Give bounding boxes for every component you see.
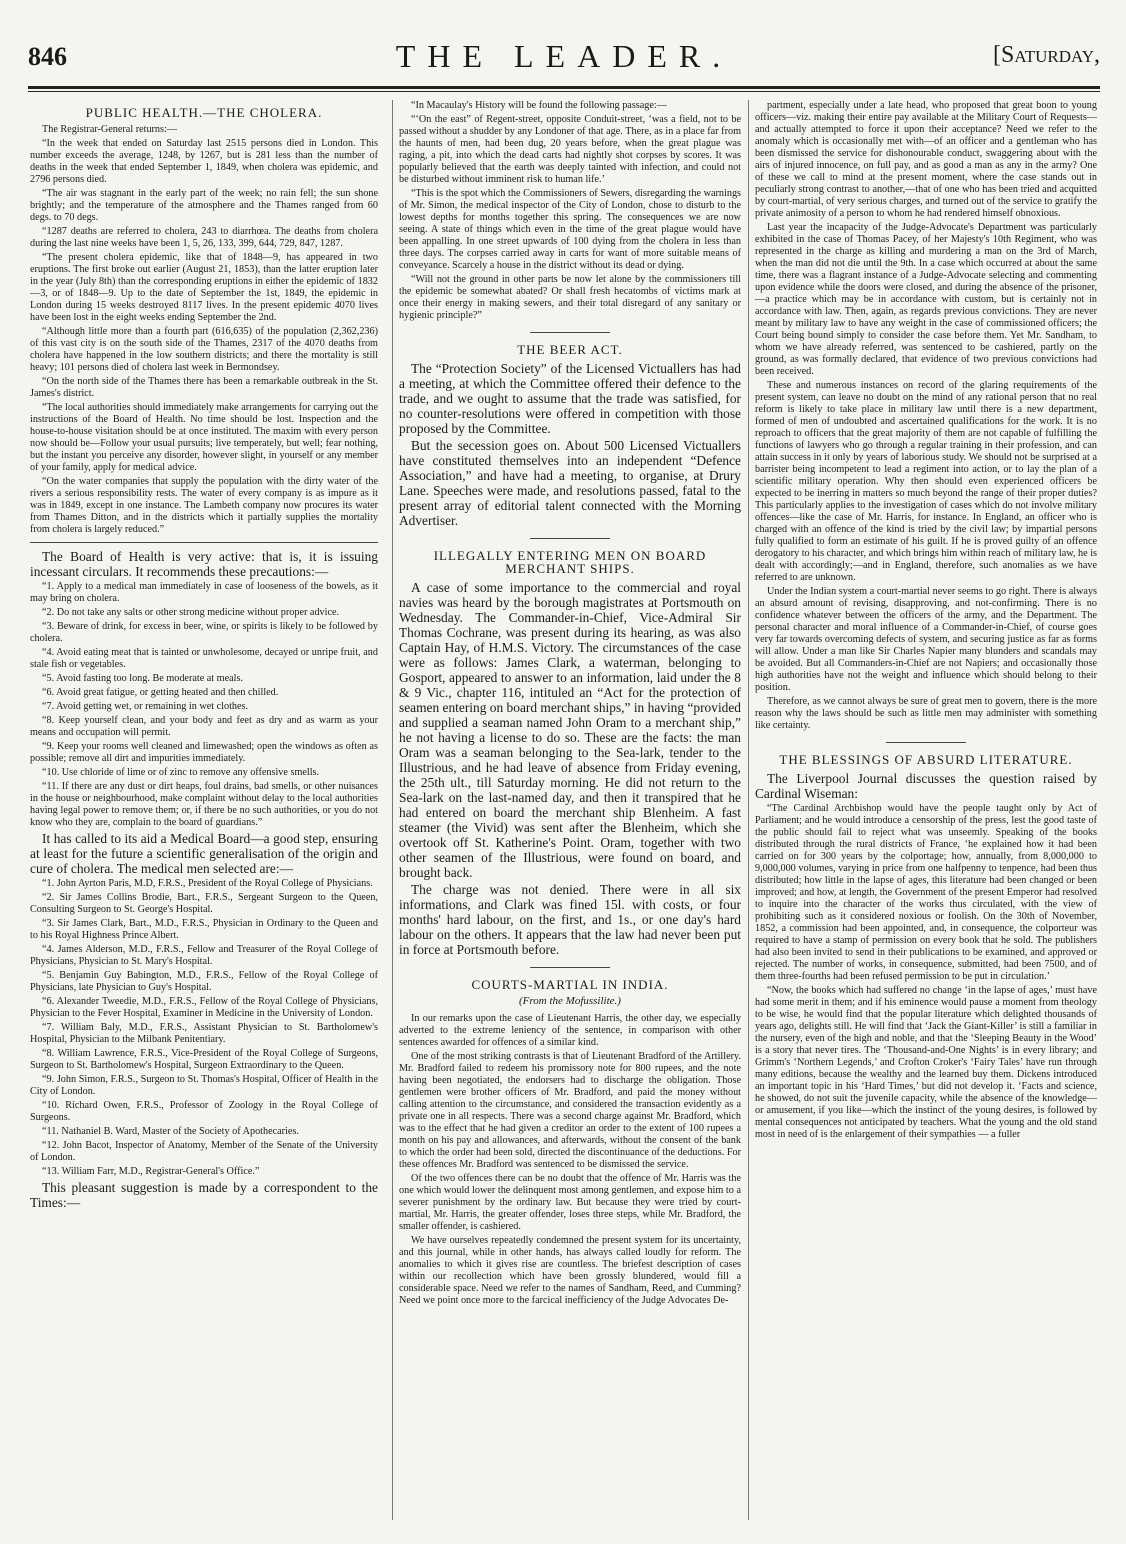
- paragraph: “11. If there are any dust or dirt heaps, foul drains, bad smells, or other nuisances in the house or neighbourhood, make complaint without delay to the local authorities having legal power to remove them; or, if there be no such authorities, or you do not know who they are, complain to the board of guardians.”: [30, 780, 378, 828]
- paragraph: “The Cardinal Archbishop would have the people taught only by Act of Parliament; and he would introduce a censorship of the press, lest the good taste of the public should fail to reject what was unseemly. Speaking of the books distributed through the rural districts of France, ‘he explained how it had been carried on for 300 years by the colportage; how, annually, from 8,000,000 to 9,000,000 volumes, varying in price from one halfpenny to tenpence, had been thus distributed; how little in the lapse of ages, this literature had been changed or been improved; and how, at length, the Government of the present Emperor had resolved to inquire into the character of the works thus circulated, with the view of prohibiting such as it considered noxious or foolish. On the 30th of November, 1852, a commission had been appointed, and, in consequence, the colporteur was required to have a stamp of permission on every book that he sold. The publishers had also been invited to send in their publications to be examined, and approved or rejected. The number of works, in consequence, submitted, had been 7500, and of them three-fourths had been refused permission to be put in circulation.’: [755, 802, 1097, 982]
- courts-paras: [399, 1013, 741, 1307]
- column-1: [30, 100, 378, 1520]
- paragraph: Of the two offences there can be no doubt that the offence of Mr. Harris was the one which would lower the delinquent most among gentlemen, and expose him to a severer punishment by the ordinary law. But because they were tried by court-martial, Mr. Harris, the greater offender, loses three steps, while Mr. Bradford, the smaller offender, is cashiered.: [399, 1172, 741, 1232]
- paragraph: “10. Richard Owen, F.R.S., Professor of Zoology in the Royal College of Surgeons.: [30, 1099, 378, 1123]
- paragraph: “Will not the ground in other parts be now let alone by the commissioners till the epidemic be somewhat abated? Or shall fresh hecatombs of victims mark at once their energy in making sewers, and their total disregard of any sanitary or hygienic principle?”: [399, 274, 741, 321]
- paragraph: The charge was not denied. There were in all six informations, and Clark was fined 15l. with costs, or four months' hard labour, on the first, and 1s., or one day's hard labour on the others. It appears that the law had never been put in force at Portsmouth before.: [399, 881, 741, 957]
- paragraph: “5. Avoid fasting too long. Be moderate at meals.: [42, 672, 243, 684]
- literature-intro: The Liverpool Journal discusses the question raised by Cardinal Wiseman:: [755, 770, 1097, 801]
- paragraph: Last year the incapacity of the Judge-Advocate's Department was particularly exhibited in the case of Thomas Pacey, of her Majesty's 10th Regiment, who was represented in the charge as killing and murdering a man on the 3rd of March, when the man did not die until the 9th. In a case which occurred at about the same time, there was a flagrant instance of a Judge-Advocate selecting and commenting upon evidence while the doors were closed, and during the absence of the prisoner,—a practice which may be in accordance with custom, but is certainly not in accordance with law. Then, again, as regards previous convictions. They are never meant by military law to have any weight in the case of commissioned officers; the Court being bound simply to consider the case before them. Yet Mr. Sandham, to whom we have already referred, was sentenced to be cashiered, partly on the ground, as was formally declared, that evidence of two previous convictions had been received.: [755, 222, 1097, 377]
- literature-paras: [755, 803, 1097, 1141]
- section-divider: [530, 967, 610, 968]
- paragraph: “6. Avoid great fatigue, or getting heated and then chilled.: [42, 686, 279, 698]
- paragraph: partment, especially under a late head, who proposed that great boon to young officers—viz. making their entire pay available at the Military Court of Requests—and actually attempted to force it upon their acceptance? Need we refer to the anomaly which is occasionally met with—of an officer and a gentleman who has been dismissed the service for dishonourable conduct, swaggering about with the airs of injured innocence, on full pay, and as good a man as any in the army? One of these we call to mind at the present moment, where the case stands out in peculiarly strong contrast to another,—that of one who has been tried and acquitted by court-martial, of very serious charges, and turned out of the service to gratify the private animosity of a person to whom he had rendered himself obnoxious.: [755, 100, 1097, 219]
- board-intro: The Board of Health is very active: that is, it is issuing incessant circulars. It recommends these precautions:—: [30, 548, 378, 579]
- newspaper-title: THE LEADER.: [395, 38, 733, 74]
- literature-heading: THE BLESSINGS OF ABSURD LITERATURE.: [779, 752, 1073, 767]
- paragraph: “1. Apply to a medical man immediately in case of looseness of the bowels, as it may bring on cholera.: [30, 580, 378, 604]
- cholera-heading: PUBLIC HEALTH.—THE CHOLERA.: [85, 105, 323, 120]
- paragraph: “3. Beware of drink, for excess in beer, wine, or spirits is likely to be followed by cholera.: [30, 620, 378, 644]
- paragraph: “13. William Farr, M.D., Registrar-General's Office.”: [42, 1165, 260, 1177]
- paragraph: “3. Sir James Clark, Bart., M.D., F.R.S., Physician in Ordinary to the Queen and to his Royal Highness Prince Albert.: [30, 917, 378, 941]
- paragraph: “On the north side of the Thames there has been a remarkable outbreak in the St. James's district.: [30, 375, 378, 399]
- paragraph: “On the water companies that supply the population with the dirty water of the rivers a serious responsibility rests. The water of every company is as impure as it was in 1849, except in one instance. The Lambeth company now procures its water from Thames Ditton, and in the districts which it partially supplies the mortality from cholera is largely reduced.”: [30, 475, 378, 535]
- closing-para: This pleasant suggestion is made by a correspondent to the Times:—: [30, 1179, 378, 1210]
- header-rule-thin: [28, 91, 1100, 92]
- paragraph: One of the most striking contrasts is that of Lieutenant Bradford of the Artillery. Mr. Bradford failed to redeem his promissory note for 800 rupees, and the note having been negotiated, the endorsers had to discharge the obligation. Those gentlemen were brother officers of Mr. Bradford, and paid the money without calling attention to the circumstance, and considered the transaction evidently as a private one in all respects. There was a second charge against Mr. Bradford, which was to the effect that he had given a creditor an order to the extent of 100 rupees a month on his pay and allowances, and afterwards, without the consent of the bank to which the order had been sold, directed the discontinuance of the deductions. For these offences Mr. Bradford was sentenced to be dismissed the service.: [399, 1050, 741, 1170]
- paragraph: “9. Keep your rooms well cleaned and limewashed; open the windows as often as possible; remove all dirt and impurities immediately.: [30, 740, 378, 764]
- section-divider: [530, 332, 610, 333]
- paragraph: The Registrar-General returns:—: [42, 123, 178, 135]
- paragraph: Therefore, as we cannot always be sure of great men to govern, there is the more reason why the laws should be such as little men may administer with something like certainty.: [755, 696, 1097, 731]
- paragraph: But the secession goes on. About 500 Licensed Victuallers have constituted themselves into an independent “Defence Association,” and have had a meeting, to organise, at Drury Lane. Speeches were made, and resolutions passed, fatal to the present array of editorial talent connected with the Morning Advertiser.: [399, 437, 741, 528]
- header-rule: [28, 86, 1100, 89]
- section-divider: [30, 542, 378, 543]
- masthead: [28, 36, 1100, 76]
- paragraph: The “Protection Society” of the Licensed Victuallers has had a meeting, at which the Committee offered their defence to the trade, and we ought to assume that the trade was satisfied, for no counter-resolutions were offered in competition with those proposed by the Committee.: [399, 360, 741, 436]
- ships-paras: [399, 580, 741, 957]
- board-para: It has called to its aid a Medical Board—a good step, ensuring at least for the future a scientific generalisation of the origin and cure of cholera. The medical men selected are:—: [30, 830, 378, 876]
- paragraph: These and numerous instances on record of the glaring requirements of the present system, can leave no doubt on the mind of any rational person that no real reform is likely to take place in military law until there is a new department, formed of men of undoubted and ascertained qualifications for the work. It is no reproach to officers that the great majority of them are not capable of fulfilling the functions of lawyers who go through a regular training in their profession, and can attain success in it only by years of laborious study. We should not be surprised at a barrister being incompetent to lead a regiment into action, or to lay the plan of a scientific military operation. Why then should even experienced officers be expected to be inerring in matters so much beyond the range of their proper duties? This particularly applies to the investigation of cases which do not involve military offences—like the case of Mr. Harris, for instance. In England, an officer who is charged with an offence of the kind is tried by the civil law; by impartial persons fully qualified to form an estimate of his guilt. If he is proved guilty of an offence derogatory to his character, and which brings him within reach of military law, he is dealt with accordingly;—and in England, therefore, such anomalies as we have referred to are unknown.: [755, 380, 1097, 583]
- paragraph: “9. John Simon, F.R.S., Surgeon to St. Thomas's Hospital, Officer of Health in the City of London.: [30, 1073, 378, 1097]
- beer-act-paras: [399, 361, 741, 528]
- beer-act-heading: THE BEER ACT.: [517, 342, 623, 357]
- paragraph: “Although little more than a fourth part (616,635) of the population (2,362,236) of this vast city is on the south side of the Thames, 2317 of the 4070 deaths from cholera have happened in the low southern districts; and there the mortality is still heavy; 101 persons died of cholera last week in Bermondsey.: [30, 325, 378, 373]
- paragraph: “In Macaulay's History will be found the following passage:—: [411, 100, 667, 111]
- courts-continued: [755, 100, 1097, 732]
- times-letter: [399, 100, 741, 322]
- section-divider: [886, 742, 966, 743]
- paragraph: “In the week that ended on Saturday last 2515 persons died in London. This number exceeds the average, 1248, by 1267, but is 281 less than the number of deaths in the week that ended September 1, 1849, when cholera was epidemic, and 2796 persons died.: [30, 137, 378, 185]
- courts-subheading: (From the Mofussilite.): [519, 995, 621, 1007]
- paragraph: Under the Indian system a court-martial never seems to go right. There is always an absurd amount of revising, disapproving, and not-confirming. There is no confidence whatever between the officers of the army, and the Department. The personal character and moral influence of a Commander-in-Chief, of course goes very far towards overcoming defects of system, and securing justice as far as forms will allow. Under a man like Sir Charles Napier many blunders and scandals may be avoided. But all Commanders-in-Chief are not Napiers; and occasionally those high authorities have not the weight and influence which should belong to their position.: [755, 586, 1097, 693]
- paragraph: “7. Avoid getting wet, or remaining in wet clothes.: [42, 700, 249, 712]
- cholera-paras: [30, 124, 378, 536]
- paragraph: A case of some importance to the commercial and royal navies was heard by the borough magistrates at Portsmouth on Wednesday. The Commander-in-Chief, Vice-Admiral Sir Thomas Cochrane, was present during its hearing, as was also Captain Hay, of H.M.S. Victory. The circumstances of the case were as follows: James Clark, a waterman, belonging to Gosport, appeared to answer to an information, laid under the 8 & 9 Vic., chapter 116, intituled an “Act for the protection of seamen entering on board merchant ships,” in having “provided and supplied a seaman named John Oram to a merchant ship,” he not having a license to do so. These are the facts: the man Oram was a seaman belonging to the Sea-lark, tender to the Illustrious, and he had leave of absence from Friday evening, the 25th ult., till Saturday morning. He did not return to the Sea-lark on the last-named day, and then it transpired that he had entered on board the merchant ship Blenheim. A fast steamer (the Vivid) was sent after the Blenheim, which she overtook off St. Katherine's Point. Oram, together with two other seamen of the Illustrious, were found on board, and brought back.: [399, 579, 741, 880]
- paragraph: “6. Alexander Tweedie, M.D., F.R.S., Fellow of the Royal College of Physicians, Physician to the Fever Hospital, Examiner in Medicine in the University of London.: [30, 995, 378, 1019]
- paragraph: “‘On the east” of Regent-street, opposite Conduit-street, ‘was a field, not to be passed without a shudder by any Londoner of that age. There, as in a place far from the haunts of men, had been dug, 20 years before, when the great plague was raging, a pit, into which the dead carts had nightly shot corpses by scores. It was popularly believed that the earth was deeply tainted with infection, and could not be disturbed without imminent risk to human life.’: [399, 114, 741, 185]
- paragraph: “5. Benjamin Guy Babington, M.D., F.R.S., Fellow of the Royal College of Physicians, late Physician to Guy's Hospital.: [30, 969, 378, 993]
- paragraph: “1287 deaths are referred to cholera, 243 to diarrhœa. The deaths from cholera during the last nine weeks have been 1, 5, 26, 133, 399, 644, 729, 847, 1287.: [30, 225, 378, 249]
- paragraph: “4. Avoid eating meat that is tainted or unwholesome, decayed or unripe fruit, and stale fish or vegetables.: [30, 646, 378, 670]
- courts-heading: COURTS-MARTIAL IN INDIA.: [471, 976, 669, 992]
- paragraph: “12. John Bacot, Inspector of Anatomy, Member of the Senate of the University of London.: [30, 1139, 378, 1163]
- paragraph: “2. Do not take any salts or other strong medicine without proper advice.: [42, 606, 340, 618]
- page-number: 846: [28, 42, 67, 71]
- paragraph: “8. William Lawrence, F.R.S., Vice-President of the Royal College of Surgeons, Surgeon to St. Bartholomew's Hospital, Surgeon Extraordinary to the Queen.: [30, 1047, 378, 1071]
- paragraph: “Now, the books which had suffered no change ‘in the lapse of ages,’ must have had some merit in them; and if his eminence would pause a moment from theology to be wise, he would find that the popular literature which delighted thousands of years ago, delights still. He will find that ‘Jack the Giant-Killer’ is still a familiar in the nursery, even of the high and noble, and that the ‘Sleeping Beauty in the Wood’ is a story that never tires. The ‘Thousand-and-One Nights’ is in every library; and Grimm's ‘Northern Legends,’ and Crofton Croker's ‘Fairy Tales’ have run through many editions, because the wealthy and the learned buy them. Dickens introduced an important topic in his ‘Hard Times,’ but did not develop it. ‘Facts and science, he showed, do not suit the juvenile capacity, while the absence of the knowledge—or amusement, if you like—which the instinct of the young desires, is followed by mental consequences not anticipated by teachers. What the young and the old stand most in need of is the enlargement of their sympathies — a fuller: [755, 984, 1097, 1140]
- paragraph: In our remarks upon the case of Lieutenant Harris, the other day, we especially adverted to the extreme leniency of the sentence, in comparison with other sentences awarded for offences of a similar kind.: [399, 1012, 741, 1048]
- paragraph: “The local authorities should immediately make arrangements for carrying out the instructions of the Board of Health. No time should be lost. Inspection and the house-to-house visitation should be at once instituted. The maxim with every person now should be—Follow your usual pursuits; live temperately, but well; fear nothing, but the instant you perceive any disorder, however slight, in yourself or any member of your family, apply for medical advice.: [30, 401, 378, 473]
- paragraph: “This is the spot which the Commissioners of Sewers, disregarding the warnings of Mr. Simon, the medical inspector of the City of London, chose to disturb to the lowest depths for months together this spring. The consequences we are now seeing. A state of things which even in the time of the great plague would have been appalling. In one street upwards of 100 dying from the cholera in less than three days. The corpses carried away in carts for want of more suitable means of conveyance. Scarcely a house in the district without its dead or dying.: [399, 188, 741, 271]
- members-list: [30, 878, 378, 1178]
- paragraph: We have ourselves repeatedly condemned the present system for its uncertainty, and this journal, while in other hands, has always called loudly for reform. The anomalies to which it gives rise are countless. The briefest description of cases within our recollection which have been grossly blundered, would fill a considerable space. Need we refer to the names of Sandham, Reed, and Cumming? Need we point once more to the farcical inefficiency of the Judge Advocates De-: [399, 1234, 741, 1306]
- section-divider: [530, 538, 610, 539]
- ships-heading: ILLEGALLY ENTERING MEN ON BOARD MERCHANT SHIPS.: [433, 547, 707, 576]
- column-2: [392, 100, 741, 1520]
- paragraph: “1. John Ayrton Paris, M.D, F.R.S., President of the Royal College of Physicians.: [42, 877, 373, 889]
- paragraph: “The present cholera epidemic, like that of 1848—9, has appeared in two eruptions. The first broke out earlier (August 21, 1853), than the latter eruption later in the year (July 8th) than the corresponding eruptions in either the epidemic of 1832—3, or of 1848—9. Up to the date of September the 1st, 1849, the epidemic in London during 15 weeks destroyed 8117 lives. In the present epidemic 4070 lives have been lost in the eight weeks ending September the 2nd.: [30, 251, 378, 323]
- paragraph: “The air was stagnant in the early part of the week; no rain fell; the sun shone brightly; and the temperature of the atmosphere and the Thames ranged from 60 degs. to 70 degs.: [30, 187, 378, 223]
- paragraph: “4. James Alderson, M.D., F.R.S., Fellow and Treasurer of the Royal College of Physicians, Physician to St. Mary's Hospital.: [30, 943, 378, 967]
- precautions-list: [30, 581, 378, 829]
- issue-day: [Saturday,: [992, 42, 1100, 68]
- paragraph: “11. Nathaniel B. Ward, Master of the Society of Apothecaries.: [42, 1125, 299, 1137]
- paragraph: “10. Use chloride of lime or of zinc to remove any offensive smells.: [42, 766, 320, 778]
- column-3: [748, 100, 1097, 1520]
- paragraph: “8. Keep yourself clean, and your body and feet as dry and as warm as your means and occupation will permit.: [30, 714, 378, 738]
- paragraph: “2. Sir James Collins Brodie, Bart., F.R.S., Sergeant Surgeon to the Queen, Consulting Surgeon to St. George's Hospital.: [30, 891, 378, 915]
- paragraph: “7. William Baly, M.D., F.R.S., Assistant Physician to St. Bartholomew's Hospital, Physician to the Milbank Penitentiary.: [30, 1021, 378, 1045]
